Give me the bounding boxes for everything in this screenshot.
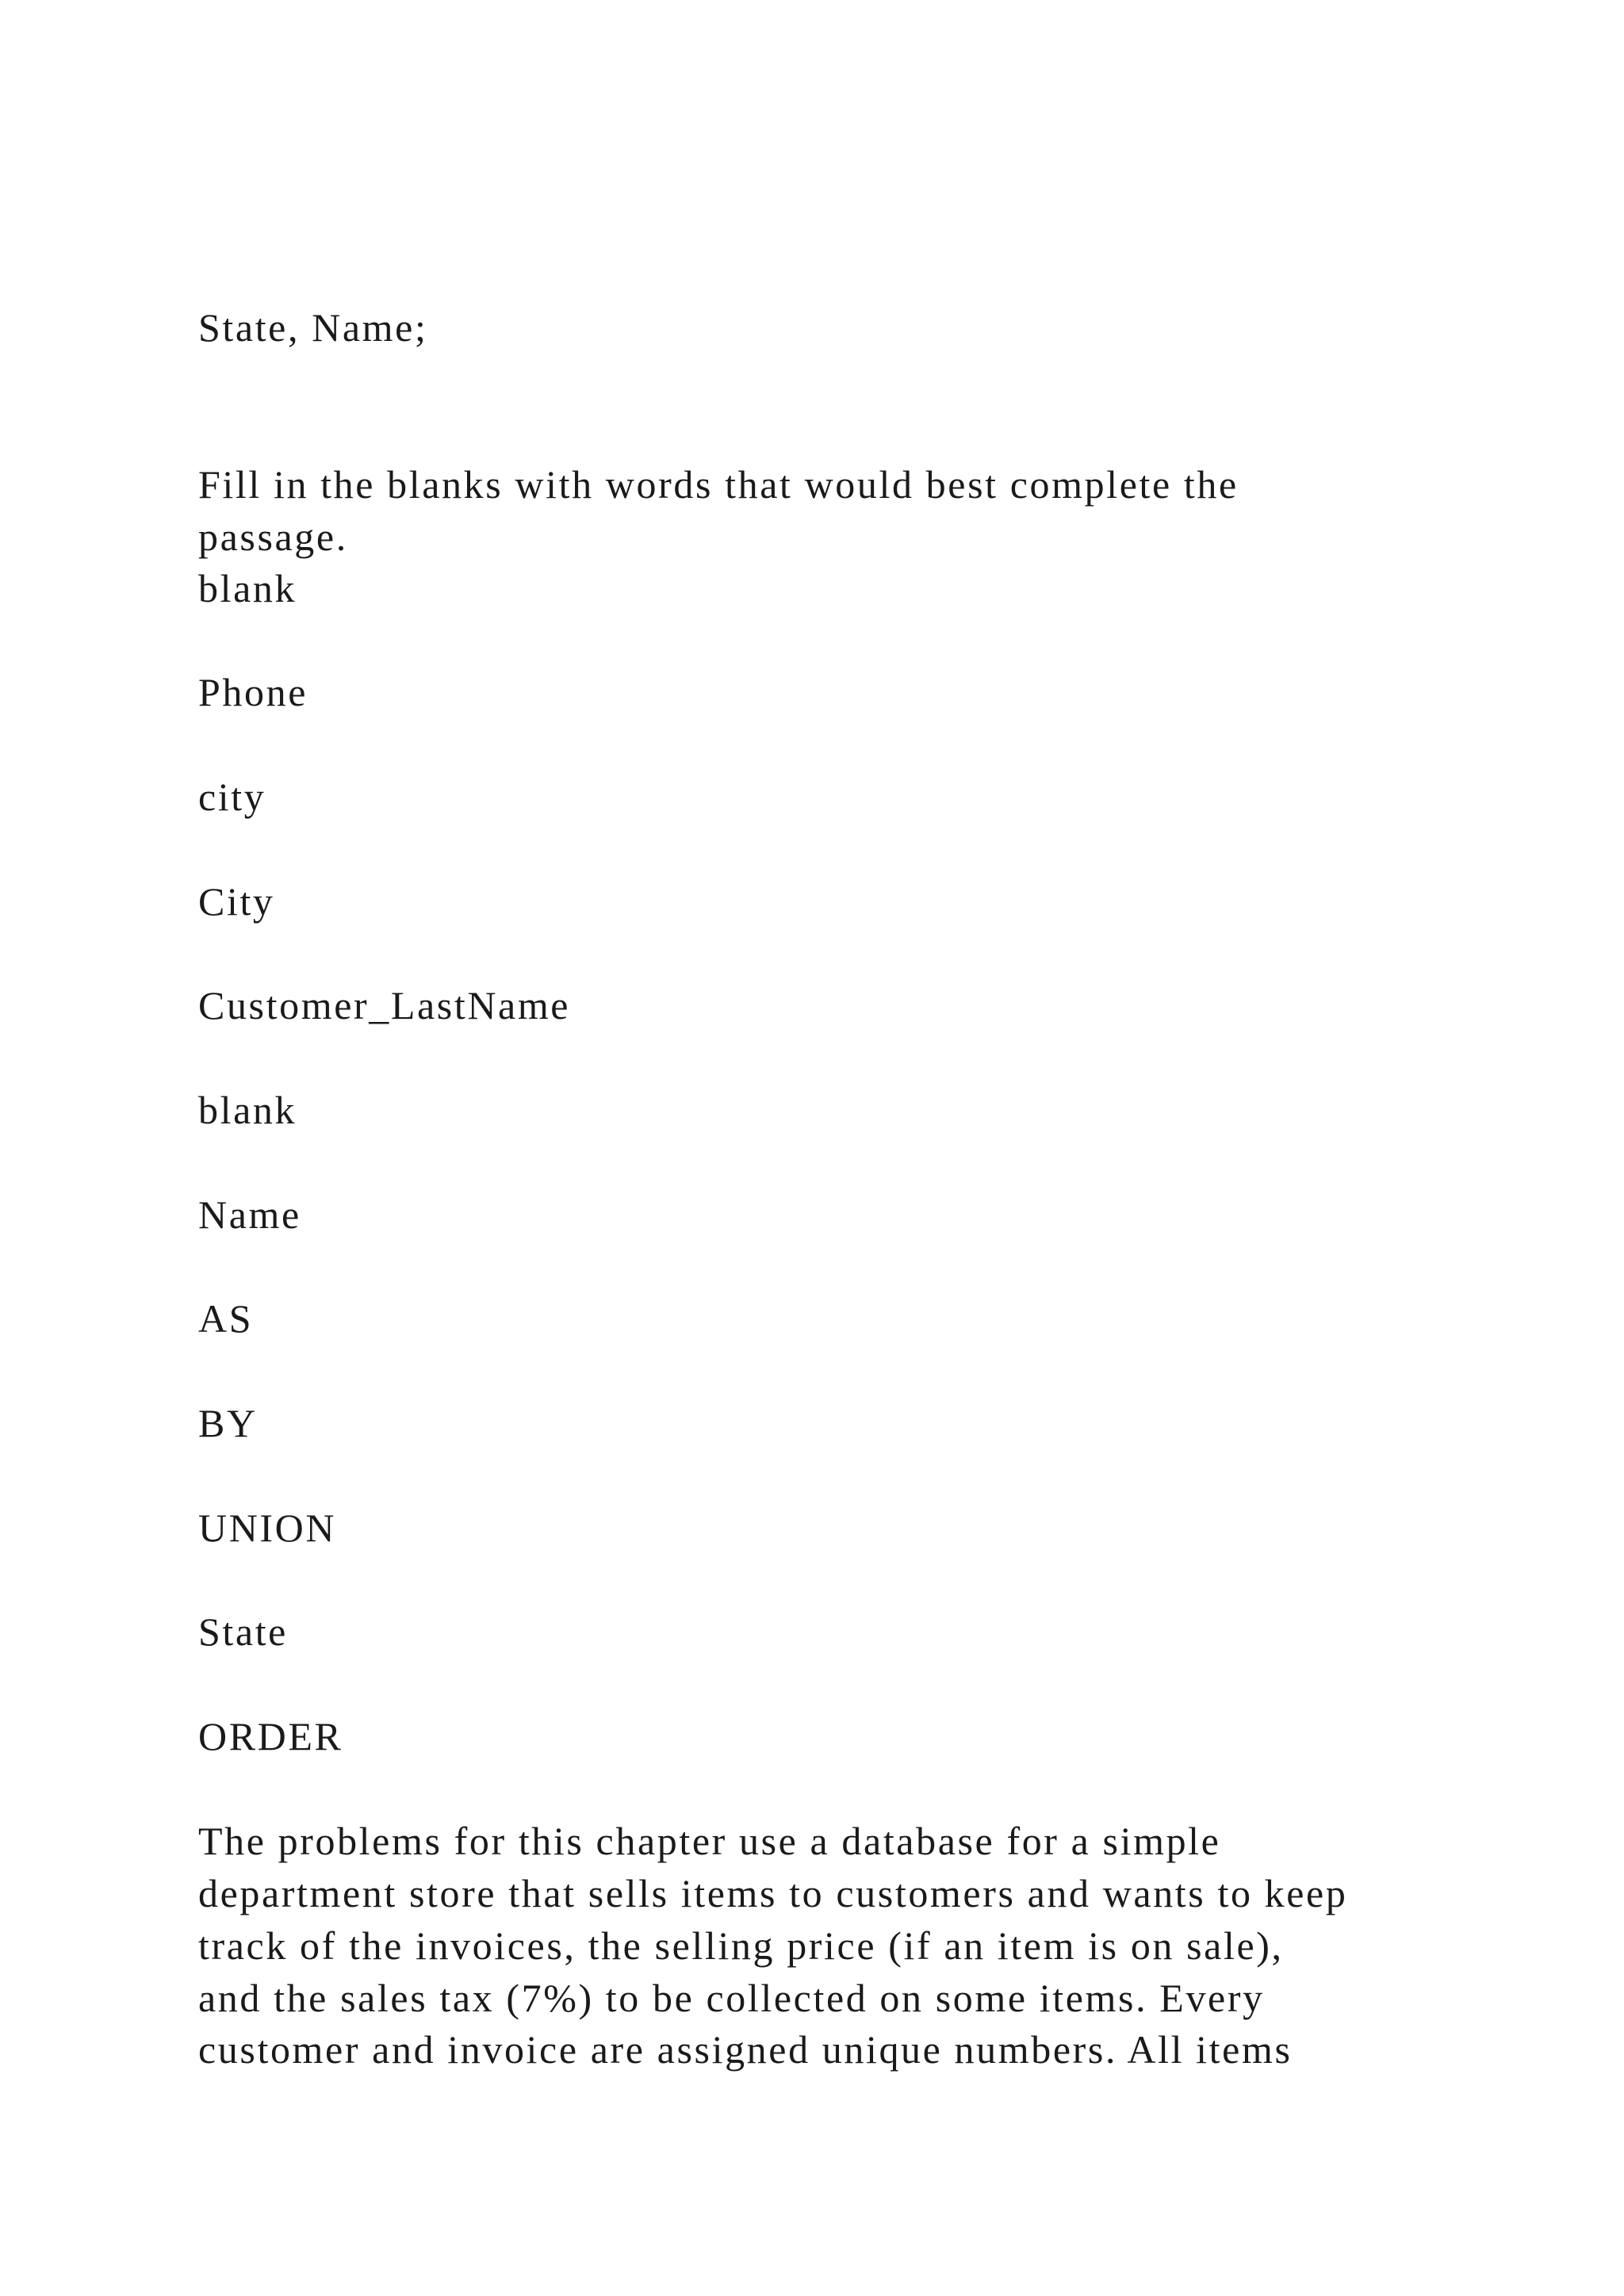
word-bank-item: blank xyxy=(198,1088,297,1132)
header-line: State, Name; xyxy=(198,305,428,350)
paragraph-line: and the sales tax (7%) to be collected on some items. Every xyxy=(198,1976,1265,2020)
word-bank-item: Name xyxy=(198,1192,301,1237)
word-bank-item: State xyxy=(198,1609,288,1654)
instruction-line-2: passage. xyxy=(198,515,348,559)
paragraph-line: department store that sells items to customers and wants to keep xyxy=(198,1871,1348,1915)
word-bank-item: ORDER xyxy=(198,1714,343,1758)
word-bank-item: AS xyxy=(198,1296,254,1341)
paragraph-line: track of the invoices, the selling price (if an item is on sale), xyxy=(198,1923,1284,1968)
instruction-line-1: Fill in the blanks with words that would best complete the xyxy=(198,462,1239,507)
word-bank-item: City xyxy=(198,879,275,924)
word-bank-item: blank xyxy=(198,566,297,610)
word-bank-item: Phone xyxy=(198,670,308,714)
word-bank-item: Customer_LastName xyxy=(198,983,571,1027)
word-bank-item: city xyxy=(198,775,266,819)
paragraph-line: customer and invoice are assigned unique numbers. All items xyxy=(198,2027,1293,2072)
word-bank-item: BY xyxy=(198,1401,258,1445)
word-bank-item: UNION xyxy=(198,1506,337,1550)
paragraph-line: The problems for this chapter use a database for a simple xyxy=(198,1819,1221,1863)
